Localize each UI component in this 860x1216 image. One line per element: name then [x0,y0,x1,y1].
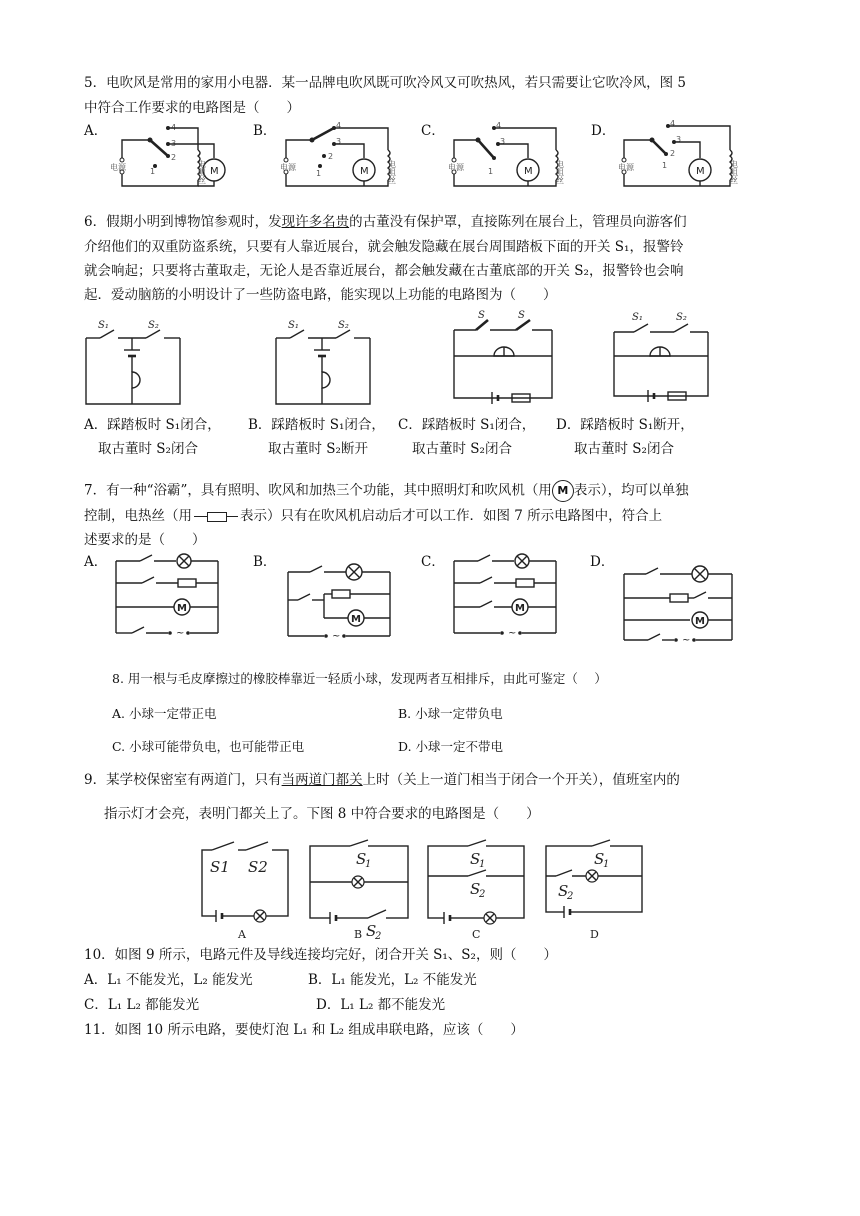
q10-option-a: A．L₁ 不能发光，L₂ 能发光 [84,972,253,988]
svg-text:D: D [590,928,599,941]
svg-text:M: M [696,166,705,177]
q6-stem-line2: 介绍他们的双重防盗系统，只要有人靠近展台，就会触发隐藏在展台周围踏板下面的开关 S₁，报警铃 [84,239,684,255]
svg-text:S₂: S₂ [676,312,687,323]
q5-node-1: 1 [150,167,156,176]
svg-text:3: 3 [336,137,342,146]
q7-option-a-label: A． [84,554,108,570]
q5-stem-line2: 中符合工作要求的电路图是（ ） [84,100,300,116]
q5-node-4: 4 [171,123,177,132]
q5-option-b-label: B． [253,123,277,139]
q6-a-s1: S₁ [98,320,109,331]
q6-stem-line1: 6．假期小明到博物馆参观时，发现许多名贵的古董没有保护罩，直接陈列在展台上，管理员向游客们 [84,214,687,230]
svg-text:1: 1 [488,167,494,176]
q9-circuit-a [198,840,292,940]
svg-text:S: S [594,850,605,868]
q7-stem-line1: 7．有一种“浴霸”，具有照明、吹风和加热三个功能，其中照明灯和吹风机（用 M 表示），均可以单独 [84,480,689,502]
svg-text:~: ~ [176,628,185,639]
q8-option-a: A. 小球一定带正电 [112,706,217,721]
q5-resistor-label: 电阻丝 [197,160,207,184]
svg-text:M: M [351,614,361,625]
q8-stem: 8. 用一根与毛皮摩擦过的橡胶棒靠近一轻质小球，发现两者互相排斥，由此可鉴定（ ） [112,671,607,686]
q5-stem-line1: 5．电吹风是常用的家用小电器．某一品牌电吹风既可吹冷风又可吹热风，若只需要让它吹冷风，图 5 [84,75,686,91]
q5-option-c-label: C． [421,123,445,139]
q5-power-label: 电源 [110,163,126,172]
svg-text:S₁: S₁ [632,312,643,323]
q9-caption-a: A [238,928,246,941]
svg-text:2: 2 [479,889,486,900]
svg-text:1: 1 [603,859,610,870]
svg-text:M: M [177,603,187,614]
q6-circuit-b [274,318,374,406]
svg-text:1: 1 [365,859,372,870]
q9-stem-line2: 指示灯才会亮，表明门都关上了。下图 8 中符合要求的电路图是（ ） [104,806,540,822]
q5-circuit-b [280,120,410,195]
svg-text:1: 1 [479,859,486,870]
q10-option-b: B．L₁ 能发光，L₂ 不能发光 [308,972,477,988]
q6-a-s2: S₂ [148,320,159,331]
svg-text:S₁: S₁ [288,320,299,331]
q10-option-c: C．L₁ L₂ 都能发光 [84,997,200,1013]
svg-text:S: S [518,310,525,321]
svg-text:S₂: S₂ [338,320,349,331]
svg-text:M: M [524,166,533,177]
q6-option-a-line2: 取古董时 S₂闭合 [98,441,198,457]
svg-text:2: 2 [670,149,676,158]
q5-circuit-d [618,120,748,195]
svg-text:4: 4 [670,119,676,128]
svg-text:1: 1 [316,169,322,178]
q9-a-s1: S1 [210,858,230,876]
q7-circuit-d [620,560,740,646]
q9-stem-line1: 9．某学校保密室有两道门，只有当两道门都关上时（关上一道门相当于闭合一个开关），值班室内的 [84,772,680,788]
q5-circuit-a [110,120,240,195]
svg-text:M: M [360,166,369,177]
q9-circuit-d [542,840,646,940]
q6-circuit-a [84,318,184,406]
q7-option-d-label: D． [590,554,615,570]
q7-circuit-b [284,560,396,646]
svg-text:~: ~ [332,631,341,642]
q9-circuit-b [306,840,412,940]
svg-text:电阻丝: 电阻丝 [729,160,739,184]
q10-stem: 10．如图 9 所示，电路元件及导线连接均完好，闭合开关 S₁、S₂，则（ ） [84,947,557,963]
svg-text:电阻丝: 电阻丝 [555,160,565,184]
svg-text:3: 3 [676,135,682,144]
q7-circuit-a [112,553,224,643]
q5-circuit-c [448,120,578,195]
q6-circuit-c [452,308,556,404]
q6-option-a-line1: A．踩踏板时 S₁闭合， [84,417,221,433]
q6-option-c-line2: 取古董时 S₂闭合 [412,441,512,457]
heating-wire-symbol-icon [194,511,238,523]
svg-text:2: 2 [328,152,334,161]
q7-option-c-label: C． [421,554,445,570]
svg-text:电源: 电源 [618,163,634,172]
q6-option-b-line2: 取古董时 S₂断开 [268,441,368,457]
q9-a-s2: S2 [248,858,268,876]
q5-node-3: 3 [171,139,177,148]
q8-option-b: B. 小球一定带负电 [398,706,503,721]
svg-text:C: C [472,928,481,941]
q7-option-b-label: B． [253,554,277,570]
q7-stem-line3: 述要求的是（ ） [84,532,206,548]
svg-text:S: S [356,850,367,868]
svg-text:2: 2 [375,931,382,942]
q6-circuit-d [612,310,712,406]
svg-text:电阻丝: 电阻丝 [387,160,397,184]
q11-stem: 11．如图 10 所示电路，要使灯泡 L₁ 和 L₂ 组成串联电路，应该（ ） [84,1022,524,1038]
q6-option-b-line1: B．踩踏板时 S₁闭合， [248,417,385,433]
q7-stem-line2: 控制，电热丝（用 表示）只有在吹风机启动后才可以工作．如图 7 所示电路图中，符合上 [84,508,663,524]
svg-text:4: 4 [336,121,342,130]
q5-option-d-label: D． [591,123,616,139]
svg-text:S: S [470,850,481,868]
svg-text:B: B [354,928,363,941]
svg-text:S: S [558,882,569,900]
q8-option-c: C. 小球可能带负电，也可能带正电 [112,739,305,754]
q8-option-d: D. 小球一定不带电 [398,739,504,754]
svg-text:电源: 电源 [280,163,296,172]
svg-text:电源: 电源 [448,163,464,172]
q6-option-d-line1: D．踩踏板时 S₁断开， [556,417,694,433]
svg-text:3: 3 [500,137,506,146]
q5-node-2: 2 [171,153,177,162]
q6-option-d-line2: 取古董时 S₂闭合 [574,441,674,457]
q10-option-d: D．L₁ L₂ 都不能发光 [316,997,446,1013]
svg-text:S: S [470,880,481,898]
svg-text:2: 2 [567,891,574,902]
motor-symbol-icon: M [552,480,574,502]
q5-option-a-label: A． [84,123,108,139]
svg-text:S: S [478,310,485,321]
q6-stem-line3: 就会响起；只要将古董取走，无论人是否靠近展台，都会触发藏在古董底部的开关 S₂，报警铃也会响 [84,263,684,279]
svg-text:~: ~ [508,628,517,639]
q6-stem-line4: 起．爱动脑筋的小明设计了一些防盗电路，能实现以上功能的电路图为（ ） [84,287,557,303]
q6-option-c-line1: C．踩踏板时 S₁闭合， [398,417,536,433]
svg-text:~: ~ [682,635,691,646]
svg-text:S: S [366,922,377,940]
q5-motor-label: M [210,166,219,177]
q9-circuit-c [424,840,528,940]
q7-circuit-c [450,553,562,643]
svg-text:M: M [695,616,705,627]
svg-text:4: 4 [496,121,502,130]
svg-text:1: 1 [662,161,668,170]
svg-text:M: M [515,603,525,614]
